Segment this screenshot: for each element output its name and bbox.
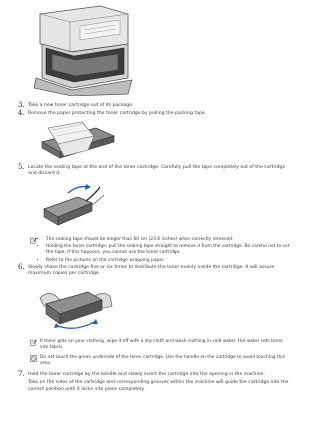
step-7: 7. Hold the toner cartridge by the handle and slowly insert the cartridge into the opening in the machine. Tabs on the sides of the cartridge and corresponding grooves within the machine will guide the cartridge into the correct position until it locks into place completely. <box>18 370 289 392</box>
note-item: • Holding the toner cartridge, pull the sealing tape straight to remove it from the cartridge. Be careful not to cut the tape. If this happens, you cannot use the toner cartridge. <box>46 244 292 256</box>
step-3: 3. Take a new toner cartridge out of its package. <box>18 101 134 109</box>
caution-text: Do not touch the green underside of the toner cartridge. Use the handle on the cartridge to avoid touching this area. <box>40 355 285 367</box>
note-text: If toner gets on your clothing, wipe it off with a dry cloth and wash clothing in cold water. Hot water sets toner into fabric. <box>40 339 283 351</box>
step-5: 5. Locate the sealing tape at the end of the toner cartridge. Carefully pull the tape completely out of the cartridge and discard it. <box>18 163 286 177</box>
note-pencil-icon <box>30 339 37 346</box>
packing-paper-illustration <box>38 120 118 162</box>
caution-icon <box>30 355 37 362</box>
step-6: 6. Slowly shake the cartridge five or six times to distribute the toner evenly inside the cartridge. It will assure maximum copies per cartridge. <box>18 263 275 277</box>
note-toner-clothing <box>30 339 292 351</box>
note-item: • The sealing tape should be longer than 60 cm (23.6 inches) when correctly removed. <box>46 237 292 243</box>
caution-underside <box>30 355 292 367</box>
shake-cartridge-illustration <box>36 280 116 332</box>
note-sealing-tape <box>30 237 292 265</box>
note-pencil-icon <box>30 237 37 244</box>
printer-open-illustration <box>30 4 140 96</box>
sealing-tape-illustration <box>38 183 108 231</box>
note-item: • Refer to the pictures on the cartridge wrapping paper. <box>46 258 292 264</box>
step-4: 4. Remove the paper protecting the toner cartridge by pulling the packing tape. <box>18 109 207 117</box>
